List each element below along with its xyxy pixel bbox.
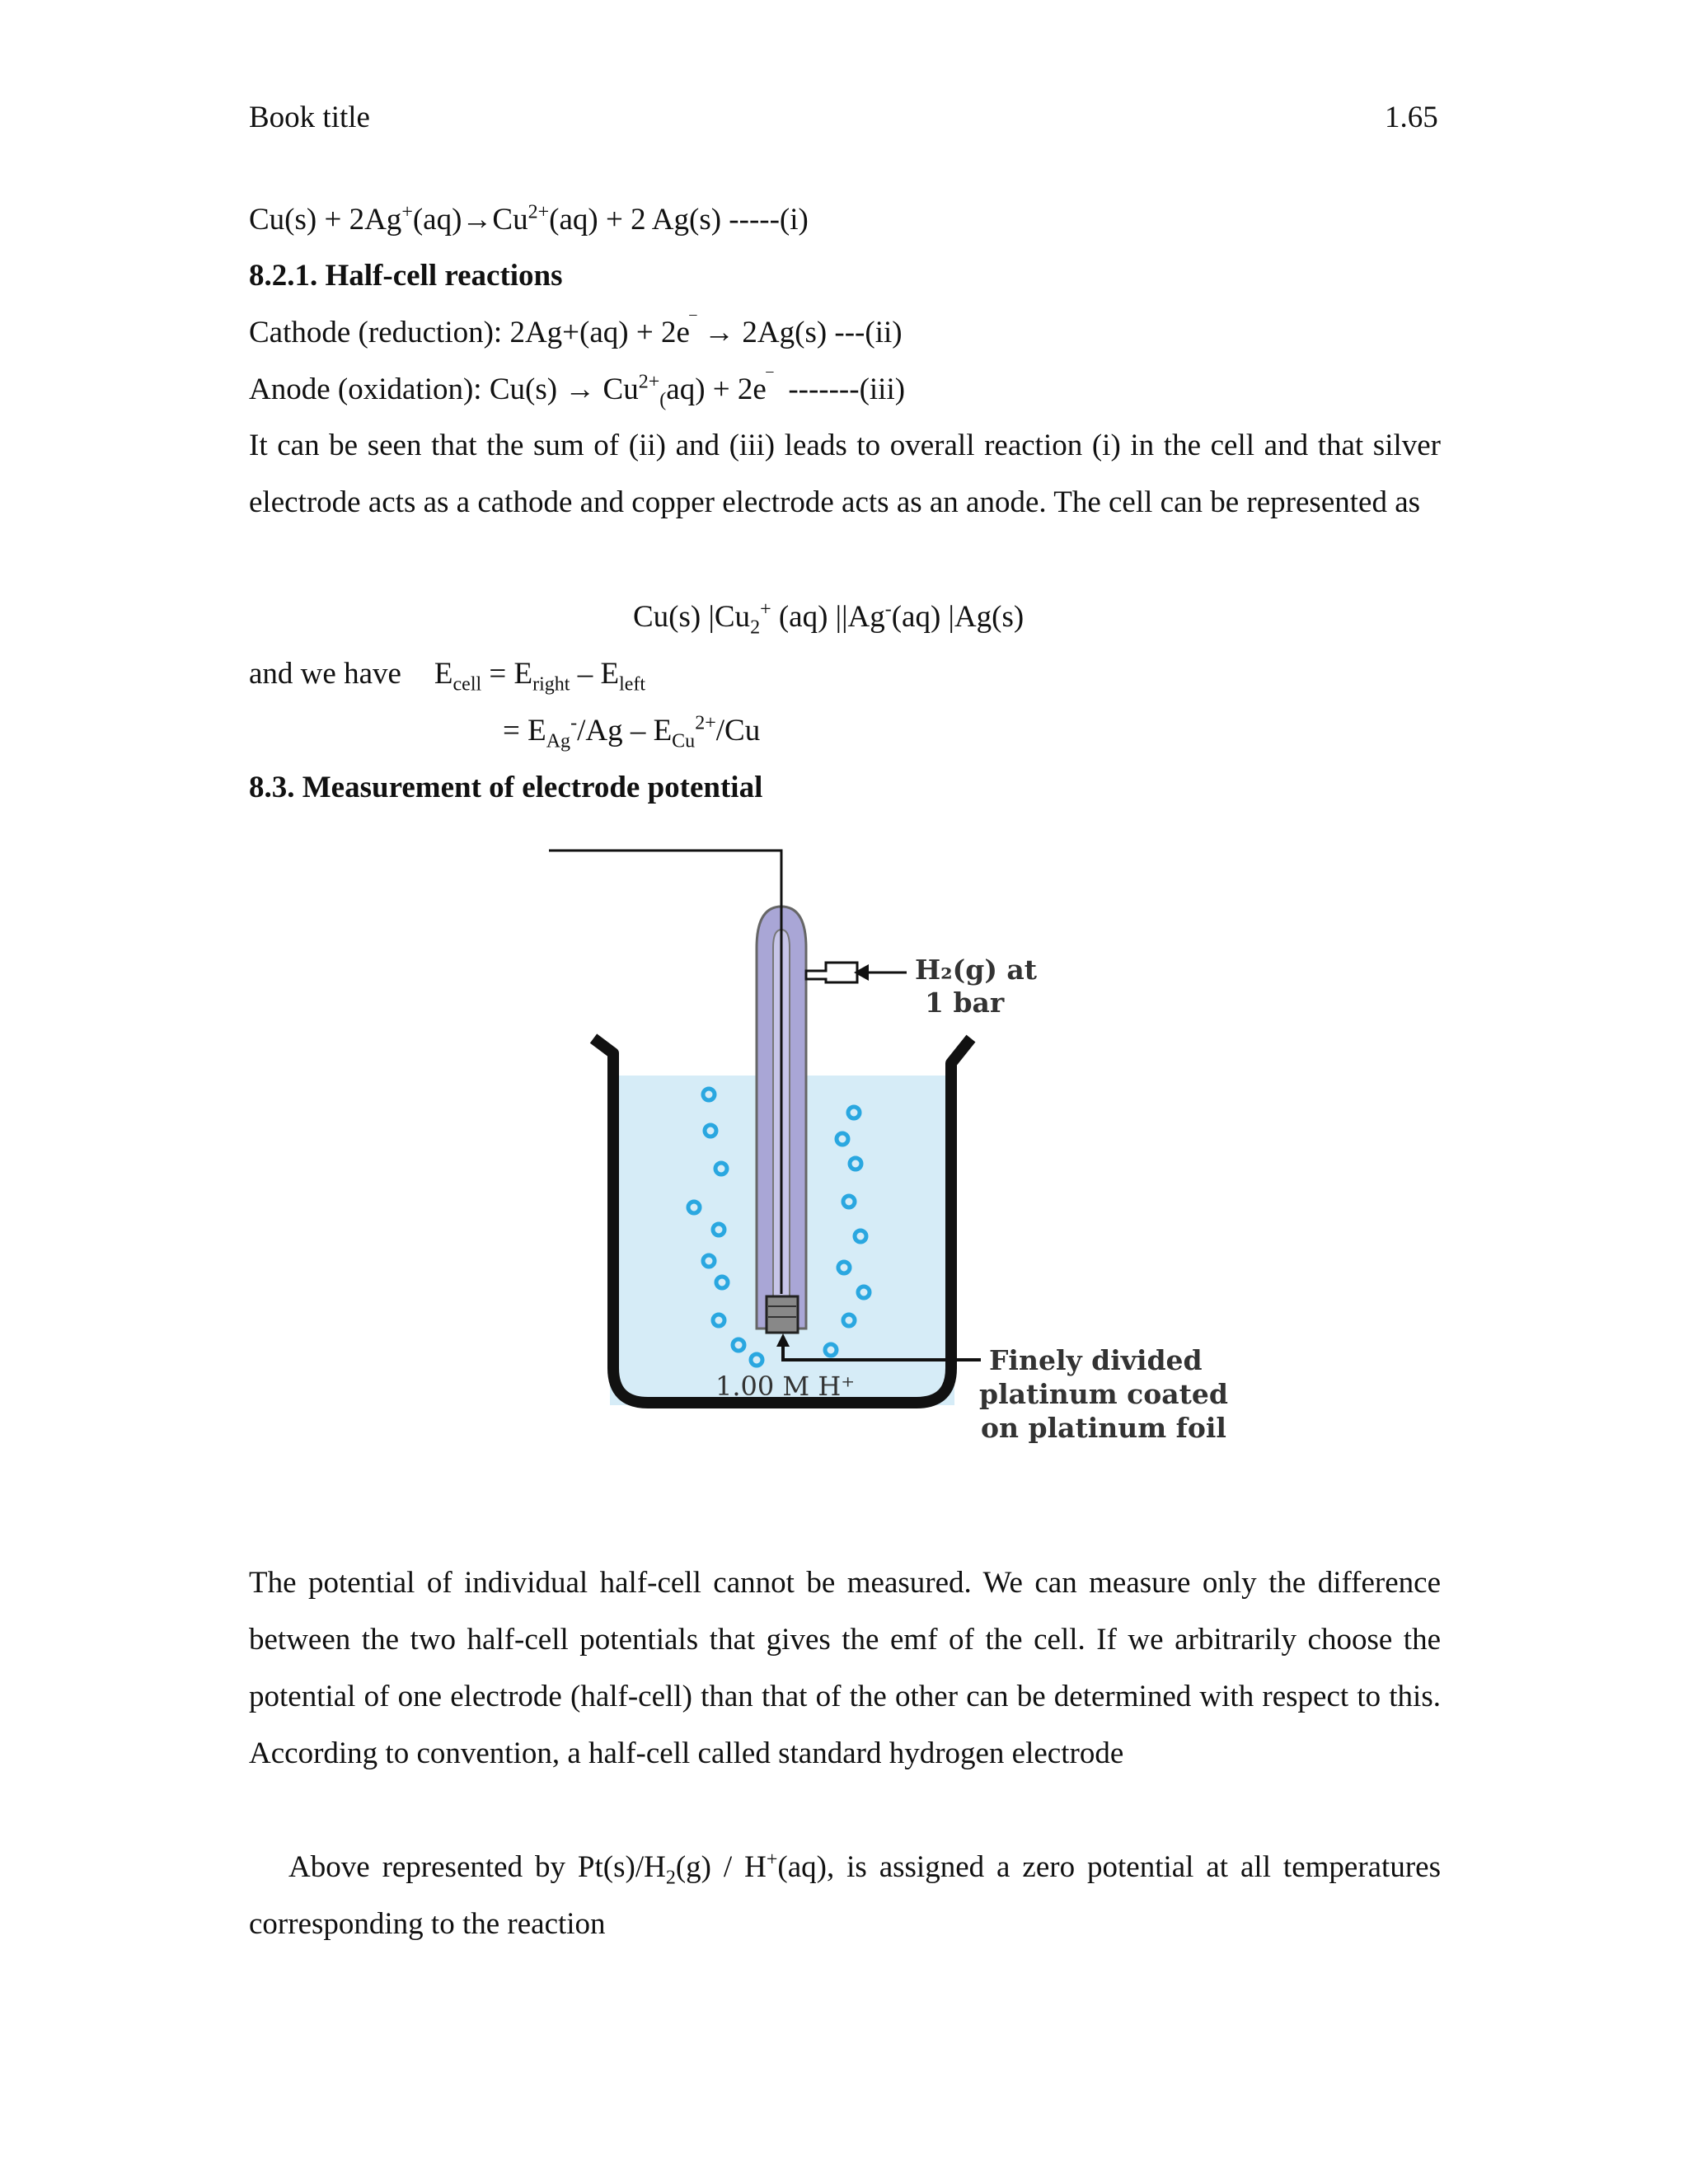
cathode-reaction: Cathode (reduction): 2Ag+(aq) + 2e‾ → 2Ag(s) ---(ii) — [249, 314, 903, 349]
equation-i: $Cu(s) + 2Ag^+(aq)\to Cu^{2+}(aq) + 2$ Ag(s) -----(i) — [249, 201, 809, 237]
h2-label-line2: 1 bar — [925, 987, 1005, 1019]
platinum-label-line2: platinum coated — [979, 1378, 1228, 1410]
paragraph-half-cell-potential: The potential of individual half-cell cannot be measured. We can measure only the difference between the two half-cell potentials that gives the emf of the cell. If we arbitrarily choose the potential of one electrode (half-cell) than that of the other can be determined with respect to this. According to convention, a half-cell called standard hydrogen electrode — [249, 1566, 1441, 1770]
header-book-title: Book title — [249, 101, 370, 134]
hydrogen-electrode-figure — [544, 832, 1253, 1483]
gas-inlet — [806, 963, 857, 982]
paragraph-sum-reactions: It can be seen that the sum of (ii) and (iii) leads to overall reaction (i) in the cell and that silver electrode acts as a cathode and copper electrode acts as an anode. The cell can be represented as — [249, 429, 1441, 519]
page-number: 1.65 — [1385, 101, 1438, 134]
section-heading-half-cell: 8.2.1. Half-cell reactions — [249, 259, 563, 293]
platinum-label-line3: on platinum foil — [981, 1412, 1226, 1444]
platinum-electrode — [767, 1296, 798, 1333]
cell-notation: Cu(s) $|Cu_2^+$ (aq) ||Ag-(aq) |Ag(s) — [633, 598, 1025, 639]
solution-label: 1.00 M H⁺ — [715, 1371, 856, 1402]
platinum-label-line1: Finely divided — [989, 1344, 1203, 1376]
h2-label-line1: H₂(g) at — [915, 954, 1038, 986]
section-heading-measurement: 8.3. Measurement of electrode potential — [249, 771, 763, 804]
paragraph-assigned-zero: Above represented by $Pt(s)/H_2(g) / H^+(aq)$, is assigned a zero potential at all temperatures corresponding to the reaction — [249, 1849, 1441, 1941]
ecell-expanded-equation: = $E_{Ag}^-/Ag - E_{Cu}^{2+}/Cu$ — [503, 712, 761, 752]
ecell-equation: and we have $E_{cell} = E_{right} - E_{left}$ — [249, 657, 646, 696]
anode-reaction: Anode (oxidation): $Cu(s) \to Cu^{2+}_(aq) + 2e^‾$ -------(iii) — [249, 371, 906, 411]
